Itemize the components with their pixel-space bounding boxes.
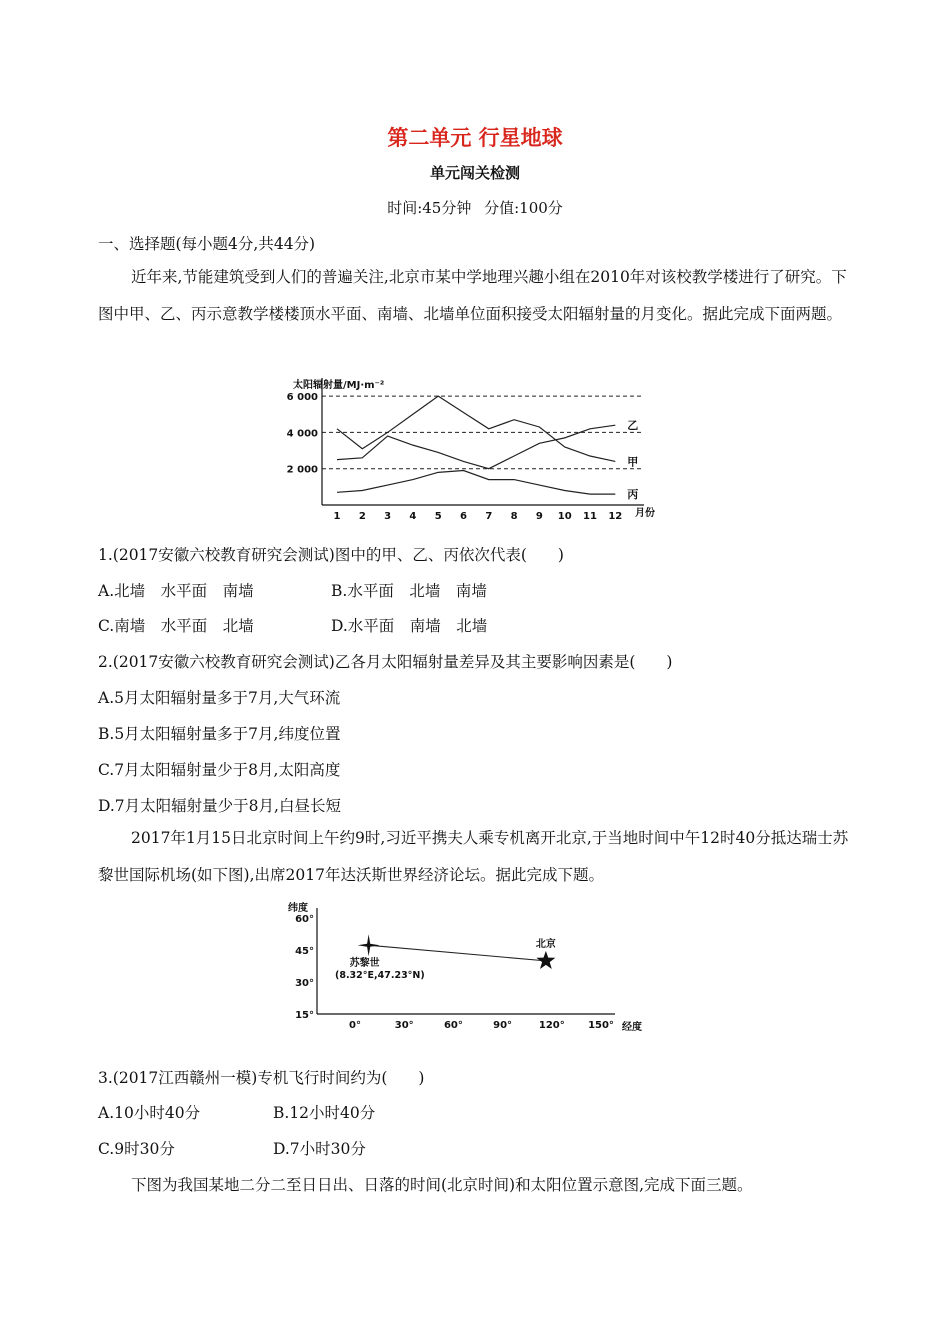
x-tick-label: 30° <box>394 1020 414 1031</box>
chart2-x-axis-label: 经度 <box>622 1022 642 1033</box>
x-tick-label: 10 <box>557 511 572 522</box>
plane-icon <box>358 934 380 956</box>
q1-option-d: D.水平面 南墙 北墙 <box>331 617 488 635</box>
series-label: 丙 <box>627 488 639 502</box>
x-tick-label: 150° <box>588 1020 614 1031</box>
x-tick-label: 60° <box>443 1020 463 1031</box>
x-tick-label: 11 <box>583 511 597 522</box>
x-tick-label: 4 <box>409 511 417 522</box>
radiation-line-chart <box>285 372 675 530</box>
intro-paragraph-2: 2017年1月15日北京时间上午约9时,习近平携夫人乘专机离开北京,于当地时间中午12时40分抵达瑞士苏黎世国际机场(如下图),出席2017年达沃斯世界经济论坛。据此完成下题。 <box>98 829 849 884</box>
chart1-y-axis-label: 太阳辐射量/MJ·m⁻² <box>293 380 385 391</box>
q2-option-b: B.5月太阳辐射量多于7月,纬度位置 <box>98 725 341 743</box>
page-title: 第二单元 行星地球 <box>387 126 563 150</box>
y-tick-label: 15° <box>295 1010 314 1021</box>
y-tick-label: 45° <box>295 946 314 957</box>
flight-route-line <box>369 945 546 961</box>
beijing-label: 北京 <box>535 938 556 950</box>
zurich-label: 苏黎世 <box>349 958 380 970</box>
question-2-stem: 2.(2017安徽六校教育研究会测试)乙各月太阳辐射量差异及其主要影响因素是( ) <box>98 653 673 671</box>
intro-paragraph-3: 下图为我国某地二分二至日日出、日落的时间(北京时间)和太阳位置示意图,完成下面三题。 <box>131 1176 753 1194</box>
series-label: 甲 <box>627 455 639 469</box>
q2-option-c: C.7月太阳辐射量少于8月,太阳高度 <box>98 761 341 779</box>
x-tick-label: 6 <box>460 511 467 522</box>
flight-route-diagram <box>280 900 670 1034</box>
y-tick-label: 6 000 <box>286 392 318 404</box>
series-label: 乙 <box>627 419 639 433</box>
q2-option-a: A.5月太阳辐射量多于7月,大气环流 <box>98 689 341 707</box>
series-line <box>337 425 615 469</box>
q1-option-c: C.南墙 水平面 北墙 <box>98 617 254 635</box>
y-tick-label: 60° <box>295 914 314 925</box>
y-tick-label: 4 000 <box>286 428 318 440</box>
exam-meta: 时间:45分钟 分值:100分 <box>387 199 563 217</box>
x-tick-label: 90° <box>493 1020 513 1031</box>
y-tick-label: 2 000 <box>286 464 318 476</box>
section-heading: 一、选择题(每小题4分,共44分) <box>98 235 316 253</box>
q3-option-a: A.10小时40分 <box>98 1104 201 1122</box>
zurich-coordinates: (8.32°E,47.23°N) <box>335 970 425 982</box>
x-tick-label: 9 <box>535 511 543 522</box>
x-tick-label: 3 <box>384 511 392 522</box>
x-tick-label: 8 <box>510 511 518 522</box>
chart1-x-axis-label: 月份 <box>635 508 655 519</box>
x-tick-label: 2 <box>358 511 366 522</box>
x-tick-label: 0° <box>349 1020 361 1031</box>
x-tick-label: 120° <box>538 1020 565 1031</box>
q1-option-b: B.水平面 北墙 南墙 <box>331 582 487 600</box>
series-line <box>337 471 615 495</box>
x-tick-label: 1 <box>333 511 341 522</box>
q1-option-a: A.北墙 水平面 南墙 <box>98 582 254 600</box>
question-3-stem: 3.(2017江西赣州一模)专机飞行时间约为( ) <box>98 1069 425 1087</box>
q3-option-b: B.12小时40分 <box>273 1104 376 1122</box>
chart2-y-axis-label: 纬度 <box>288 903 308 914</box>
intro-paragraph-1: 近年来,节能建筑受到人们的普遍关注,北京市某中学地理兴趣小组在2010年对该校教学楼进行了研究。下图中甲、乙、丙示意教学楼楼顶水平面、南墙、北墙单位面积接受太阳辐射量的月变化。据此完成下面两题。 <box>98 268 847 323</box>
x-tick-label: 12 <box>608 511 623 522</box>
page-subtitle: 单元闯关检测 <box>429 164 520 182</box>
q3-option-d: D.7小时30分 <box>273 1140 366 1158</box>
y-tick-label: 30° <box>295 978 314 989</box>
q2-option-d: D.7月太阳辐射量少于8月,白昼长短 <box>98 797 341 815</box>
q3-option-c: C.9时30分 <box>98 1140 175 1158</box>
x-tick-label: 7 <box>485 511 493 522</box>
question-1-stem: 1.(2017安徽六校教育研究会测试)图中的甲、乙、丙依次代表( ) <box>98 546 564 564</box>
x-tick-label: 5 <box>434 511 442 522</box>
series-line <box>337 396 615 461</box>
